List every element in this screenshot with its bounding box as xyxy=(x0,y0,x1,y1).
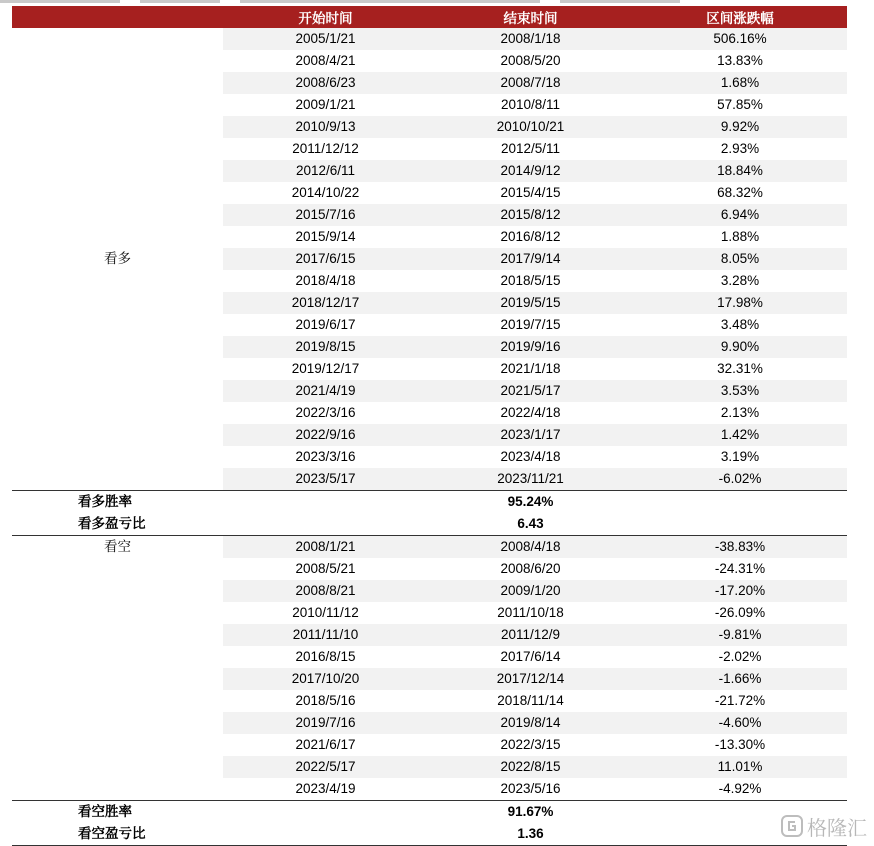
cell-end: 2015/8/12 xyxy=(428,204,633,226)
cell-end: 2018/11/14 xyxy=(497,693,564,708)
header-start-time: 开始时间 xyxy=(223,6,428,28)
bearish-group-cell xyxy=(12,536,223,801)
cell-start: 2019/6/17 xyxy=(295,317,356,332)
empty-cell xyxy=(223,823,428,846)
cell-start: 2010/11/12 xyxy=(292,605,359,620)
cell-change: -17.20% xyxy=(633,580,847,602)
cell-start: 2008/8/21 xyxy=(223,580,428,602)
cell-start: 2018/12/17 xyxy=(223,292,428,314)
cell-change: 3.48% xyxy=(720,317,760,332)
bullish-win-rate-value: 95.24% xyxy=(428,491,633,514)
cell-end: 2011/12/9 xyxy=(428,624,633,646)
cell-change: -9.81% xyxy=(633,624,847,646)
cell-change: 17.98% xyxy=(633,292,847,314)
cell-change: 57.85% xyxy=(717,97,763,112)
cell-start: 2023/4/19 xyxy=(295,781,356,796)
cell-change: -21.72% xyxy=(714,693,766,708)
cell-change: -1.66% xyxy=(633,668,847,690)
table-body xyxy=(12,28,847,846)
cell-change: 9.92% xyxy=(633,116,847,138)
cell-start: 2008/6/23 xyxy=(223,72,428,94)
cell-change: 32.31% xyxy=(717,361,763,376)
cell-end: 2022/8/15 xyxy=(428,756,633,778)
bearish-win-rate-value: 91.67% xyxy=(428,801,633,824)
bearish-label: 看空 xyxy=(104,539,131,554)
cell-end: 2019/5/15 xyxy=(428,292,633,314)
cell-start: 2021/4/19 xyxy=(223,380,428,402)
cell-end: 2021/5/17 xyxy=(428,380,633,402)
cell-change: 18.84% xyxy=(633,160,847,182)
bearish-pl-ratio-value: 1.36 xyxy=(428,823,633,846)
cell-change: 3.19% xyxy=(720,449,760,464)
cell-start: 2019/12/17 xyxy=(291,361,360,376)
cell-change: 9.90% xyxy=(633,336,847,358)
cell-end: 2008/1/18 xyxy=(428,28,633,50)
bearish-win-rate-row xyxy=(12,801,847,824)
cell-start: 2016/8/15 xyxy=(295,649,356,664)
signal-intervals-table xyxy=(12,6,847,846)
cell-start: 2011/12/12 xyxy=(292,141,359,156)
cell-end: 2018/5/15 xyxy=(500,273,561,288)
header-interval-change: 区间涨跌幅 xyxy=(633,6,847,28)
cell-start: 2018/4/18 xyxy=(295,273,356,288)
cell-end: 2017/9/14 xyxy=(428,248,633,270)
bearish-pl-ratio-label: 看空盈亏比 xyxy=(12,823,223,846)
bullish-pl-ratio-value: 6.43 xyxy=(428,513,633,536)
cell-start: 2011/11/10 xyxy=(223,624,428,646)
cell-change: 1.42% xyxy=(633,424,847,446)
cell-end: 2008/4/18 xyxy=(428,536,633,559)
cell-change: 3.28% xyxy=(720,273,760,288)
cell-end: 2012/5/11 xyxy=(500,141,561,156)
cell-change: 11.01% xyxy=(633,756,847,778)
watermark-text: 格隆汇 xyxy=(807,815,867,840)
cell-start: 2008/4/21 xyxy=(295,53,356,68)
cell-start: 2010/9/13 xyxy=(223,116,428,138)
cell-end: 2016/8/12 xyxy=(500,229,561,244)
header-end-time: 结束时间 xyxy=(428,6,633,28)
cell-change: 6.94% xyxy=(633,204,847,226)
cell-start: 2017/10/20 xyxy=(223,668,428,690)
cell-change: 506.16% xyxy=(633,28,847,50)
gelonghui-logo-icon xyxy=(780,814,804,838)
bullish-win-rate-label: 看多胜率 xyxy=(12,491,223,514)
cell-end: 2017/12/14 xyxy=(428,668,633,690)
empty-cell xyxy=(223,491,428,514)
bullish-label: 看多 xyxy=(104,251,131,266)
cell-end: 2023/4/18 xyxy=(500,449,561,464)
cell-change: 2.13% xyxy=(720,405,760,420)
cell-end: 2008/7/18 xyxy=(428,72,633,94)
bullish-pl-ratio-row xyxy=(12,513,847,536)
cell-end: 2022/3/15 xyxy=(500,737,561,752)
cell-end: 2023/5/16 xyxy=(500,781,561,796)
empty-cell xyxy=(633,491,847,514)
cell-start: 2015/7/16 xyxy=(223,204,428,226)
cell-change: 1.68% xyxy=(633,72,847,94)
cell-start: 2022/3/16 xyxy=(295,405,356,420)
cell-change: 1.88% xyxy=(720,229,760,244)
cell-end: 2023/1/17 xyxy=(428,424,633,446)
cell-change: -2.02% xyxy=(718,649,762,664)
cell-end: 2011/10/18 xyxy=(497,605,564,620)
cell-start: 2022/5/17 xyxy=(223,756,428,778)
cell-end: 2008/6/20 xyxy=(500,561,561,576)
cell-change: -6.02% xyxy=(633,468,847,491)
cell-change: -13.30% xyxy=(714,737,766,752)
cell-start: 2008/1/21 xyxy=(223,536,428,559)
cell-change: 2.93% xyxy=(720,141,760,156)
cell-start: 2021/6/17 xyxy=(295,737,356,752)
cell-start: 2009/1/21 xyxy=(295,97,356,112)
empty-cell xyxy=(633,513,847,536)
cell-end: 2014/9/12 xyxy=(428,160,633,182)
cell-start: 2012/6/11 xyxy=(223,160,428,182)
cell-end: 2023/11/21 xyxy=(428,468,633,491)
table-row xyxy=(12,28,847,50)
table-row xyxy=(12,536,847,559)
cell-change: -4.92% xyxy=(718,781,762,796)
cell-start: 2017/6/15 xyxy=(223,248,428,270)
cell-change: -26.09% xyxy=(714,605,766,620)
cell-end: 2015/4/15 xyxy=(500,185,561,200)
cell-start: 2018/5/16 xyxy=(295,693,356,708)
empty-cell xyxy=(223,801,428,824)
bearish-win-rate-label: 看空胜率 xyxy=(12,801,223,824)
cell-start: 2019/7/16 xyxy=(223,712,428,734)
bullish-win-rate-row xyxy=(12,491,847,514)
table-header-row xyxy=(12,6,847,28)
cell-start: 2019/8/15 xyxy=(223,336,428,358)
cell-end: 2019/7/15 xyxy=(500,317,561,332)
cell-start: 2015/9/14 xyxy=(295,229,356,244)
cell-end: 2017/6/14 xyxy=(500,649,561,664)
bearish-pl-ratio-row xyxy=(12,823,847,846)
cell-start: 2014/10/22 xyxy=(291,185,360,200)
watermark xyxy=(780,812,870,840)
bullish-pl-ratio-label: 看多盈亏比 xyxy=(12,513,223,536)
cell-change: 3.53% xyxy=(633,380,847,402)
empty-cell xyxy=(223,513,428,536)
cell-end: 2021/1/18 xyxy=(500,361,561,376)
cell-change: -24.31% xyxy=(714,561,766,576)
cropped-caption-remnant xyxy=(0,0,874,5)
bullish-group-cell xyxy=(12,28,223,491)
cell-change: 13.83% xyxy=(717,53,763,68)
cell-end: 2022/4/18 xyxy=(500,405,561,420)
cell-end: 2019/9/16 xyxy=(428,336,633,358)
header-col0 xyxy=(12,6,223,28)
cell-start: 2023/5/17 xyxy=(223,468,428,491)
cell-change: 8.05% xyxy=(633,248,847,270)
cell-end: 2009/1/20 xyxy=(428,580,633,602)
cell-end: 2008/5/20 xyxy=(500,53,561,68)
cell-end: 2019/8/14 xyxy=(428,712,633,734)
cell-change: -38.83% xyxy=(633,536,847,559)
cell-start: 2022/9/16 xyxy=(223,424,428,446)
cell-change: 68.32% xyxy=(717,185,763,200)
cell-start: 2005/1/21 xyxy=(223,28,428,50)
cell-start: 2023/3/16 xyxy=(295,449,356,464)
cell-end: 2010/8/11 xyxy=(500,97,561,112)
cell-start: 2008/5/21 xyxy=(295,561,356,576)
cell-change: -4.60% xyxy=(633,712,847,734)
cell-end: 2010/10/21 xyxy=(428,116,633,138)
